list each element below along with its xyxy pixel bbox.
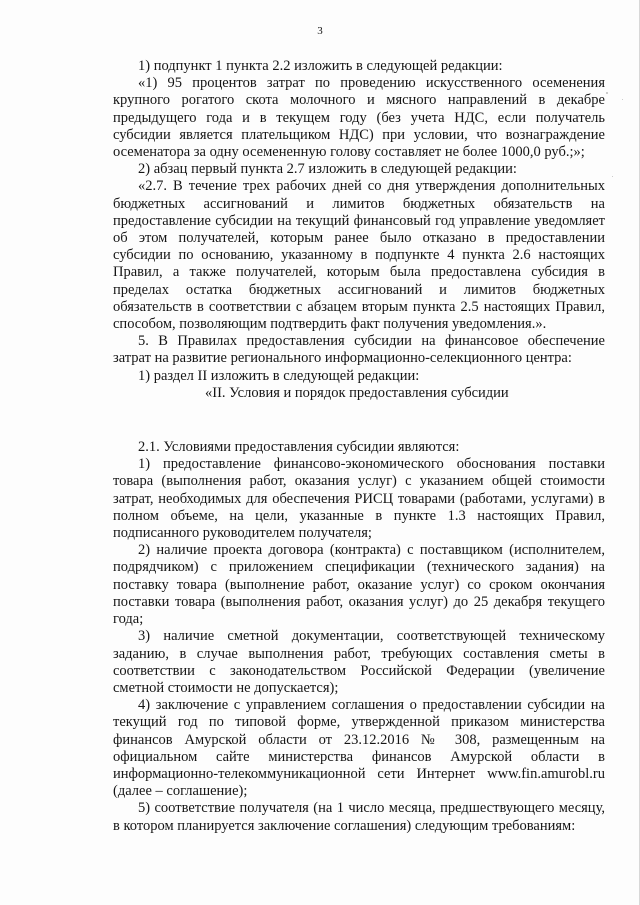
scan-speck — [622, 99, 623, 100]
scan-speck — [606, 92, 608, 94]
paragraph-amend-subitem-1: 1) подпункт 1 пункта 2.2 изложить в следующей редакции: — [138, 58, 503, 74]
document-text — [113, 58, 605, 835]
paragraph-amend-item-2-7: 2) абзац первый пункта 2.7 изложить в следующей редакции: — [138, 161, 517, 178]
condition-item: 3) наличие сметной документации, соответствующей техническому заданию, в случае выполнения работ, требующих составления сметы в соответствии с законодательством Российской Федерации (увеличение сметной стоимости не допускается); — [113, 628, 605, 696]
paragraph-insemination-costs: «1) 95 процентов затрат по проведению искусственного осеменения крупного рогатого скота молочного и мясного направлений в декабре предыдущего года и в текущем году (без учета НДС, если получатель субсидии является плательщиком НДС) при условии, что вознаграждение осеменатора за одну осемененную голову составляет не более 1000,0 руб.;»; — [113, 75, 605, 161]
condition-item: 4) заключение с управлением соглашения о предоставлении субсидии на текущий год по типовой форме, утвержденной приказом министерства финансов Амурской области от 23.12.2016 № 308, размещенным на официальном сайте министерства финансов Амурской области в информационно-телекоммуникационной сети Интернет www.fin.amurobl.ru (далее – соглашение); — [113, 697, 605, 800]
paragraph-item-2-7-text: «2.7. В течение трех рабочих дней со дня утверждения дополнительных бюджетных ассигнований и лимитов бюджетных обязательств на предоставление субсидии на текущий финансовый год управление уведомляет об этом получателей, которым ранее было отказано в предоставлении субсидии по основанию, указанному в подпункте 4 пункта 2.6 настоящих Правил, а также получателей, которым была предоставлена субсидия в пределах остатка бюджетных ассигнований и лимитов бюджетных обязательств в соответствии с абзацем вторым пункта 2.5 настоящих Правил, способом, позволяющим подтвердить факт получения уведомления.». — [113, 178, 605, 333]
page-number: 3 — [317, 25, 323, 37]
scan-speck — [612, 176, 613, 177]
paragraph-rules-risc: 5. В Правилах предоставления субсидии на финансовое обеспечение затрат на развитие регионального информационно-селекционного центра: — [113, 333, 605, 367]
condition-item: 1) предоставление финансово-экономического обоснования поставки товара (выполнения работ, оказания услуг) с указанием общей стоимости затрат, необходимых для обеспечения РИСЦ товарами (работами, услугами) в полном объеме, на цели, указанные в пункте 1.3 настоящих Правил, подписанного руководителем получателя; — [113, 456, 605, 542]
conditions-intro: 2.1. Условиями предоставления субсидии являются: — [138, 439, 460, 456]
paragraph-amend-section-2: 1) раздел II изложить в следующей редакции: — [138, 367, 420, 384]
condition-item: 5) соответствие получателя (на 1 число месяца, предшествующего месяцу, в котором планируется заключение соглашения) следующим требованиям: — [113, 800, 605, 834]
section-heading: «II. Условия и порядок предоставления субсидии — [205, 384, 509, 401]
condition-item: 2) наличие проекта договора (контракта) с поставщиком (исполнителем, подрядчиком) с приложением спецификации (технического задания) на поставку товара (выполнение работ, оказание услуг) со сроком окончания поставки товара (выполнения работ, оказания услуг) до 25 декабря текущего года; — [113, 542, 605, 628]
